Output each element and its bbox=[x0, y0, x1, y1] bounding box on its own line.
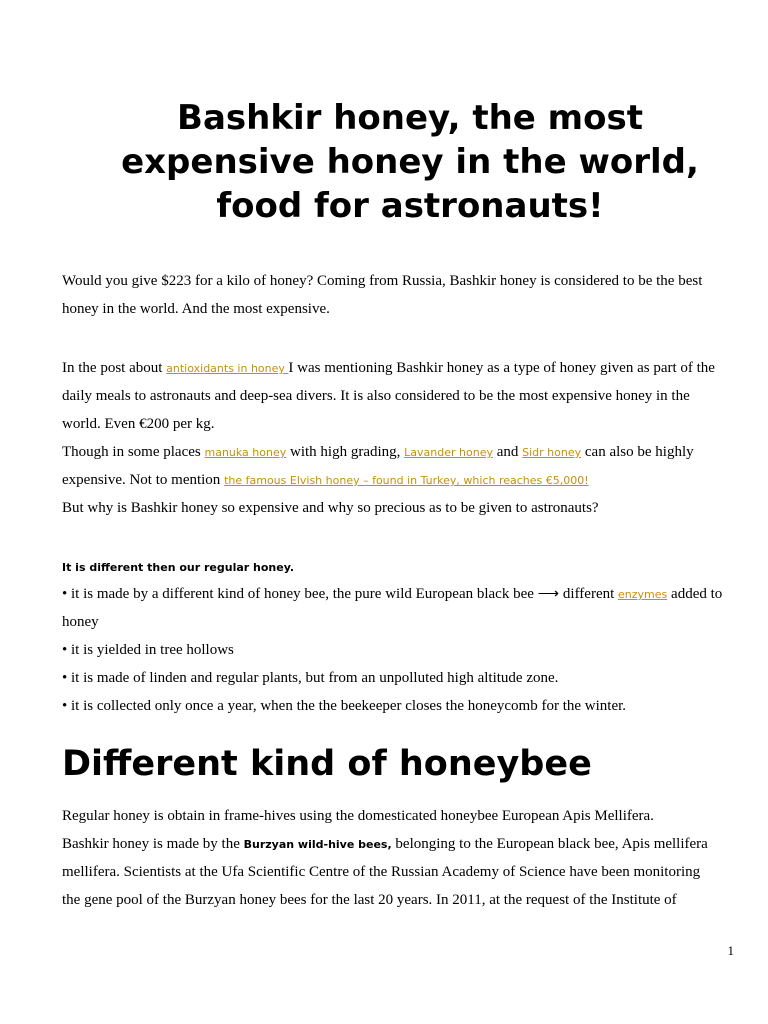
bullet-item-continued: honey bbox=[62, 614, 99, 630]
page-title bbox=[60, 96, 760, 228]
text: and bbox=[492, 444, 523, 460]
text: In the post about bbox=[62, 360, 167, 376]
text: added to bbox=[667, 586, 723, 602]
text: can also be highly bbox=[581, 444, 694, 460]
text: • it is made by a different kind of honey bee, the pure wild European black bee ⟶ different bbox=[62, 586, 619, 602]
paragraph-line: Regular honey is obtain in frame-hives using the domesticated honeybee European Apis Mellifera. bbox=[62, 808, 654, 824]
paragraph-line bbox=[62, 471, 589, 490]
text: Bashkir honey is made by the bbox=[62, 836, 244, 852]
title-line-1: Bashkir honey, the most bbox=[177, 98, 643, 138]
bullet-item bbox=[62, 585, 722, 604]
link-elvish-honey[interactable]: the famous Elvish honey – found in Turkey, which reaches €5,000! bbox=[224, 474, 589, 487]
bullet-item: • it is yielded in tree hollows bbox=[62, 642, 234, 658]
link-antioxidants[interactable]: antioxidants in honey bbox=[166, 362, 289, 375]
title-line-2: expensive honey in the world, bbox=[121, 142, 699, 182]
paragraph-line: the gene pool of the Burzyan honey bees for the last 20 years. In 2011, at the request of the Institute of bbox=[62, 892, 677, 908]
paragraph-line: mellifera. Scientists at the Ufa Scientific Centre of the Russian Academy of Science have been monitoring bbox=[62, 864, 701, 880]
intro-line-2: honey in the world. And the most expensive. bbox=[62, 301, 330, 317]
link-enzymes[interactable]: enzymes bbox=[618, 588, 668, 601]
paragraph-line bbox=[62, 443, 694, 462]
link-manuka-honey[interactable]: manuka honey bbox=[204, 446, 287, 459]
title-line-3: food for astronauts! bbox=[216, 186, 604, 226]
paragraph-line: daily meals to astronauts and deep-sea divers. It is also considered to be the most expensive honey in the bbox=[62, 388, 690, 404]
text: with high grading, bbox=[286, 444, 405, 460]
subheading: It is different then our regular honey. bbox=[62, 561, 295, 574]
paragraph-line bbox=[62, 835, 708, 854]
paragraph-line: world. Even €200 per kg. bbox=[62, 416, 215, 432]
paragraph-line: But why is Bashkir honey so expensive and why so precious as to be given to astronauts? bbox=[62, 500, 599, 516]
bold-term: Burzyan wild-hive bees, bbox=[243, 838, 392, 851]
link-sidr-honey[interactable]: Sidr honey bbox=[522, 446, 582, 459]
text: expensive. Not to mention bbox=[62, 472, 225, 488]
link-lavander-honey[interactable]: Lavander honey bbox=[404, 446, 493, 459]
text: belonging to the European black bee, Apis mellifera bbox=[391, 836, 708, 852]
intro-line-1: Would you give $223 for a kilo of honey? Coming from Russia, Bashkir honey is considered to be the best bbox=[62, 273, 703, 289]
section-heading: Different kind of honeybee bbox=[62, 744, 592, 784]
bullet-item: • it is collected only once a year, when the the beekeeper closes the honeycomb for the winter. bbox=[62, 698, 627, 714]
text: Though in some places bbox=[62, 444, 205, 460]
text: I was mentioning Bashkir honey as a type of honey given as part of the bbox=[288, 360, 715, 376]
page-number: 1 bbox=[727, 943, 734, 958]
bullet-item: • it is made of linden and regular plants, but from an unpolluted high altitude zone. bbox=[62, 670, 559, 686]
paragraph-line bbox=[62, 359, 715, 378]
